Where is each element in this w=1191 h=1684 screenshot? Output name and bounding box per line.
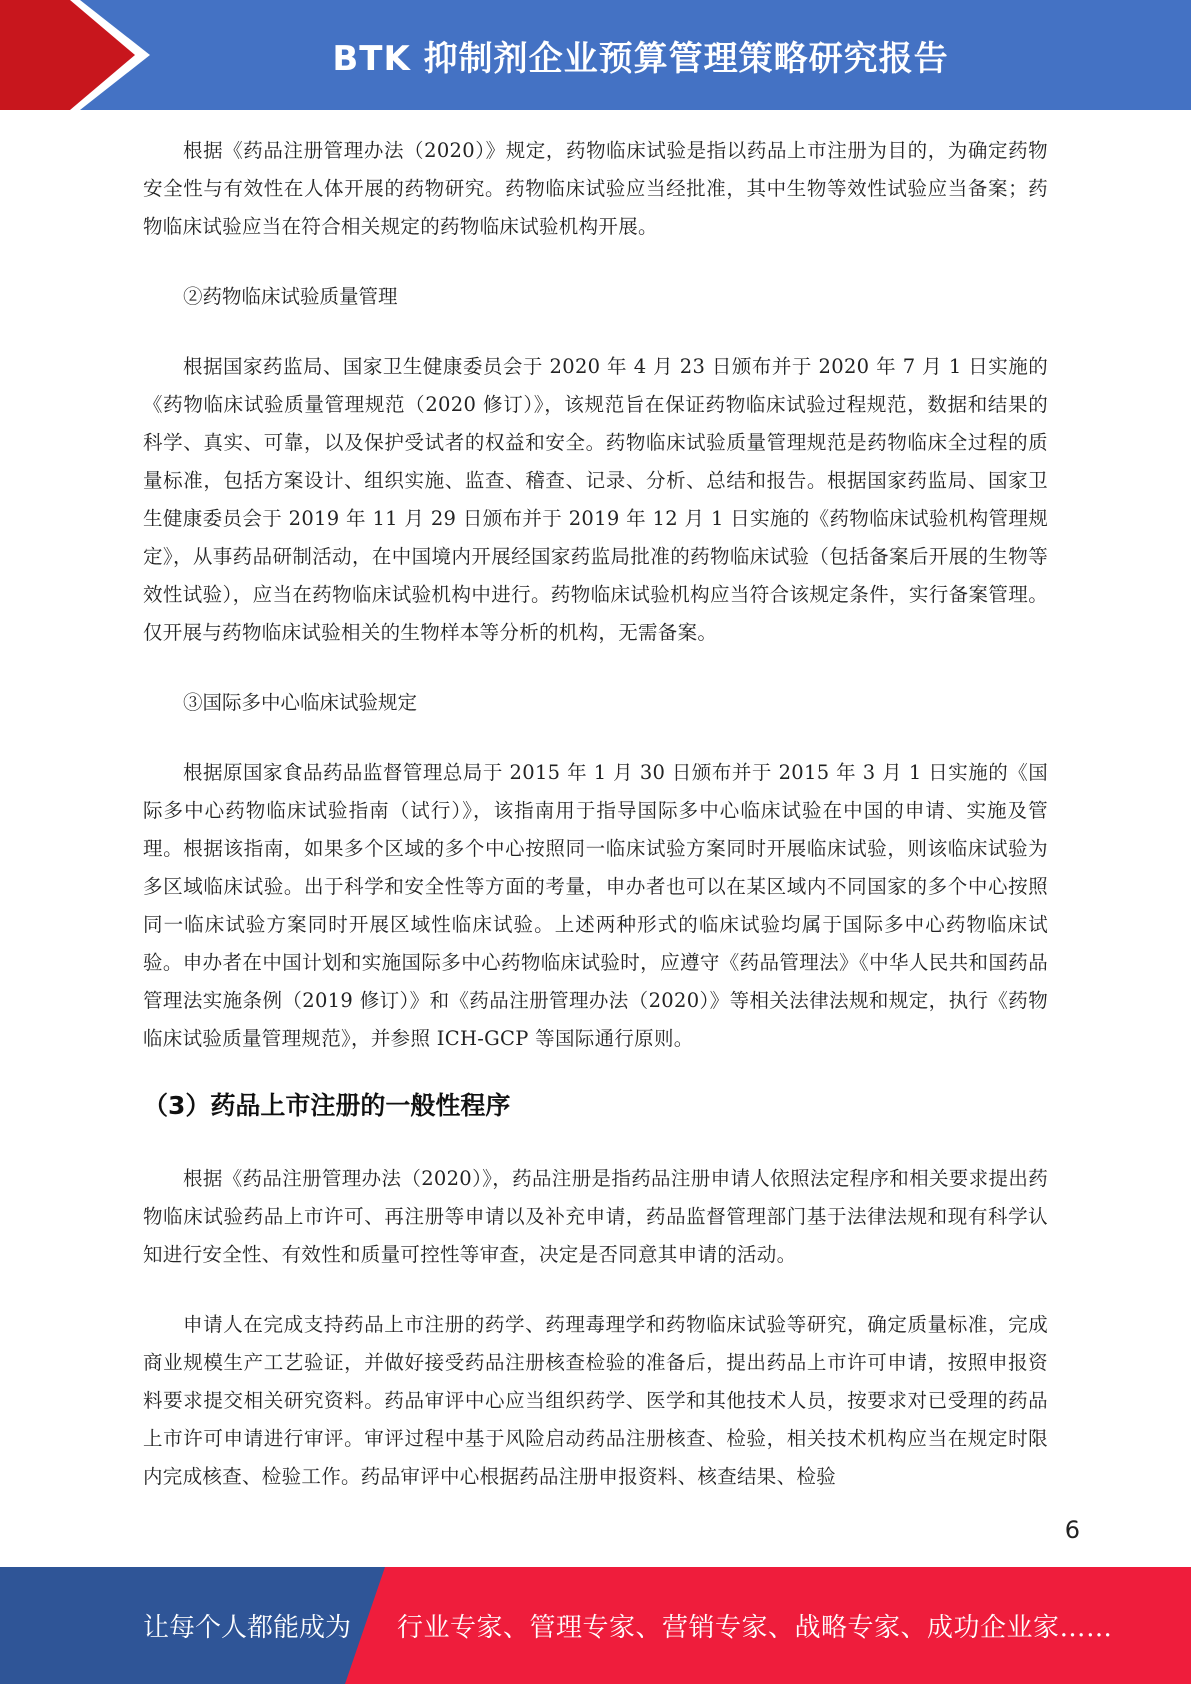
- page-number: 6: [1064, 1516, 1080, 1544]
- section-heading-registration-procedure: （3）药品上市注册的一般性程序: [143, 1091, 511, 1120]
- paragraph-clinical-trial-definition: 根据《药品注册管理办法（2020）》规定，药物临床试验是指以药品上市注册为目的，为确定药物安全性与有效性在人体开展的药物研究。药物临床试验应当经批准，其中生物等效性试验应当备案；药物临床试验应当在符合相关规定的药物临床试验机构开展。: [143, 139, 1048, 238]
- subheading-multicenter-trials: ③国际多中心临床试验规定: [183, 691, 418, 714]
- paragraph-multicenter-guideline: 根据原国家食品药品监督管理总局于 2015 年 1 月 30 日颁布并于 2015 年 3 月 1 日实施的《国际多中心药物临床试验指南（试行）》，该指南用于指导国际多中心临床试验在中国的申请、实施及管理。根据该指南，如果多个区域的多个中心按照同一临床试验方案同时开展临床试验，则该临床试验为多区域临床试验。出于科学和安全性等方面的考量，申办者也可以在某区域内不同国家的多个中心按照同一临床试验方案同时开展区域性临床试验。上述两种形式的临床试验均属于国际多中心药物临床试验。申办者在中国计划和实施国际多中心药物临床试验时，应遵守《药品管理法》《中华人民共和国药品管理法实施条例（2019 修订）》和《药品注册管理办法（2020）》等相关法律法规和规定，执行《药物临床试验质量管理规范》，并参照 ICH-GCP 等国际通行原则。: [143, 761, 1048, 1050]
- header-arrow-decoration: [0, 0, 150, 110]
- footer-slogan-right: 行业专家、管理专家、营销专家、战略专家、成功企业家……: [397, 1613, 1113, 1643]
- footer-slogan-left: 让每个人都能成为: [143, 1613, 352, 1643]
- page-header: [0, 0, 1191, 110]
- paragraph-registration-definition: 根据《药品注册管理办法（2020）》，药品注册是指药品注册申请人依照法定程序和相关要求提出药物临床试验药品上市许可、再注册等申请以及补充申请，药品监督管理部门基于法律法规和现有科学认知进行安全性、有效性和质量可控性等审查，决定是否同意其申请的活动。: [143, 1167, 1048, 1266]
- paragraph-gcp-regulation: 根据国家药监局、国家卫生健康委员会于 2020 年 4 月 23 日颁布并于 2020 年 7 月 1 日实施的《药物临床试验质量管理规范（2020 修订）》，该规范旨在保证药物临床试验过程规范，数据和结果的科学、真实、可靠，以及保护受试者的权益和安全。药物临床试验质量管理规范是药物临床全过程的质量标准，包括方案设计、组织实施、监查、稽查、记录、分析、总结和报告。根据国家药监局、国家卫生健康委员会于 2019 年 11 月 29 日颁布并于 2019 年 12 月 1 日实施的《药物临床试验机构管理规定》，从事药品研制活动，在中国境内开展经国家药监局批准的药物临床试验（包括备案后开展的生物等效性试验），应当在药物临床试验机构中进行。药物临床试验机构应当符合该规定条件，实行备案管理。仅开展与药物临床试验相关的生物样本等分析的机构，无需备案。: [143, 355, 1048, 644]
- page-footer: [0, 1567, 1191, 1684]
- subheading-quality-management: ②药物临床试验质量管理: [183, 285, 398, 308]
- paragraph-application-process: 申请人在完成支持药品上市注册的药学、药理毒理学和药物临床试验等研究，确定质量标准，完成商业规模生产工艺验证，并做好接受药品注册核查检验的准备后，提出药品上市许可申请，按照申报资料要求提交相关研究资料。药品审评中心应当组织药学、医学和其他技术人员，按要求对已受理的药品上市许可申请进行审评。审评过程中基于风险启动药品注册核查、检验，相关技术机构应当在规定时限内完成核查、检验工作。药品审评中心根据药品注册申报资料、核查结果、检验: [143, 1313, 1048, 1488]
- report-title: BTK 抑制剂企业预算管理策略研究报告: [332, 38, 949, 79]
- page-content: [143, 132, 1048, 1496]
